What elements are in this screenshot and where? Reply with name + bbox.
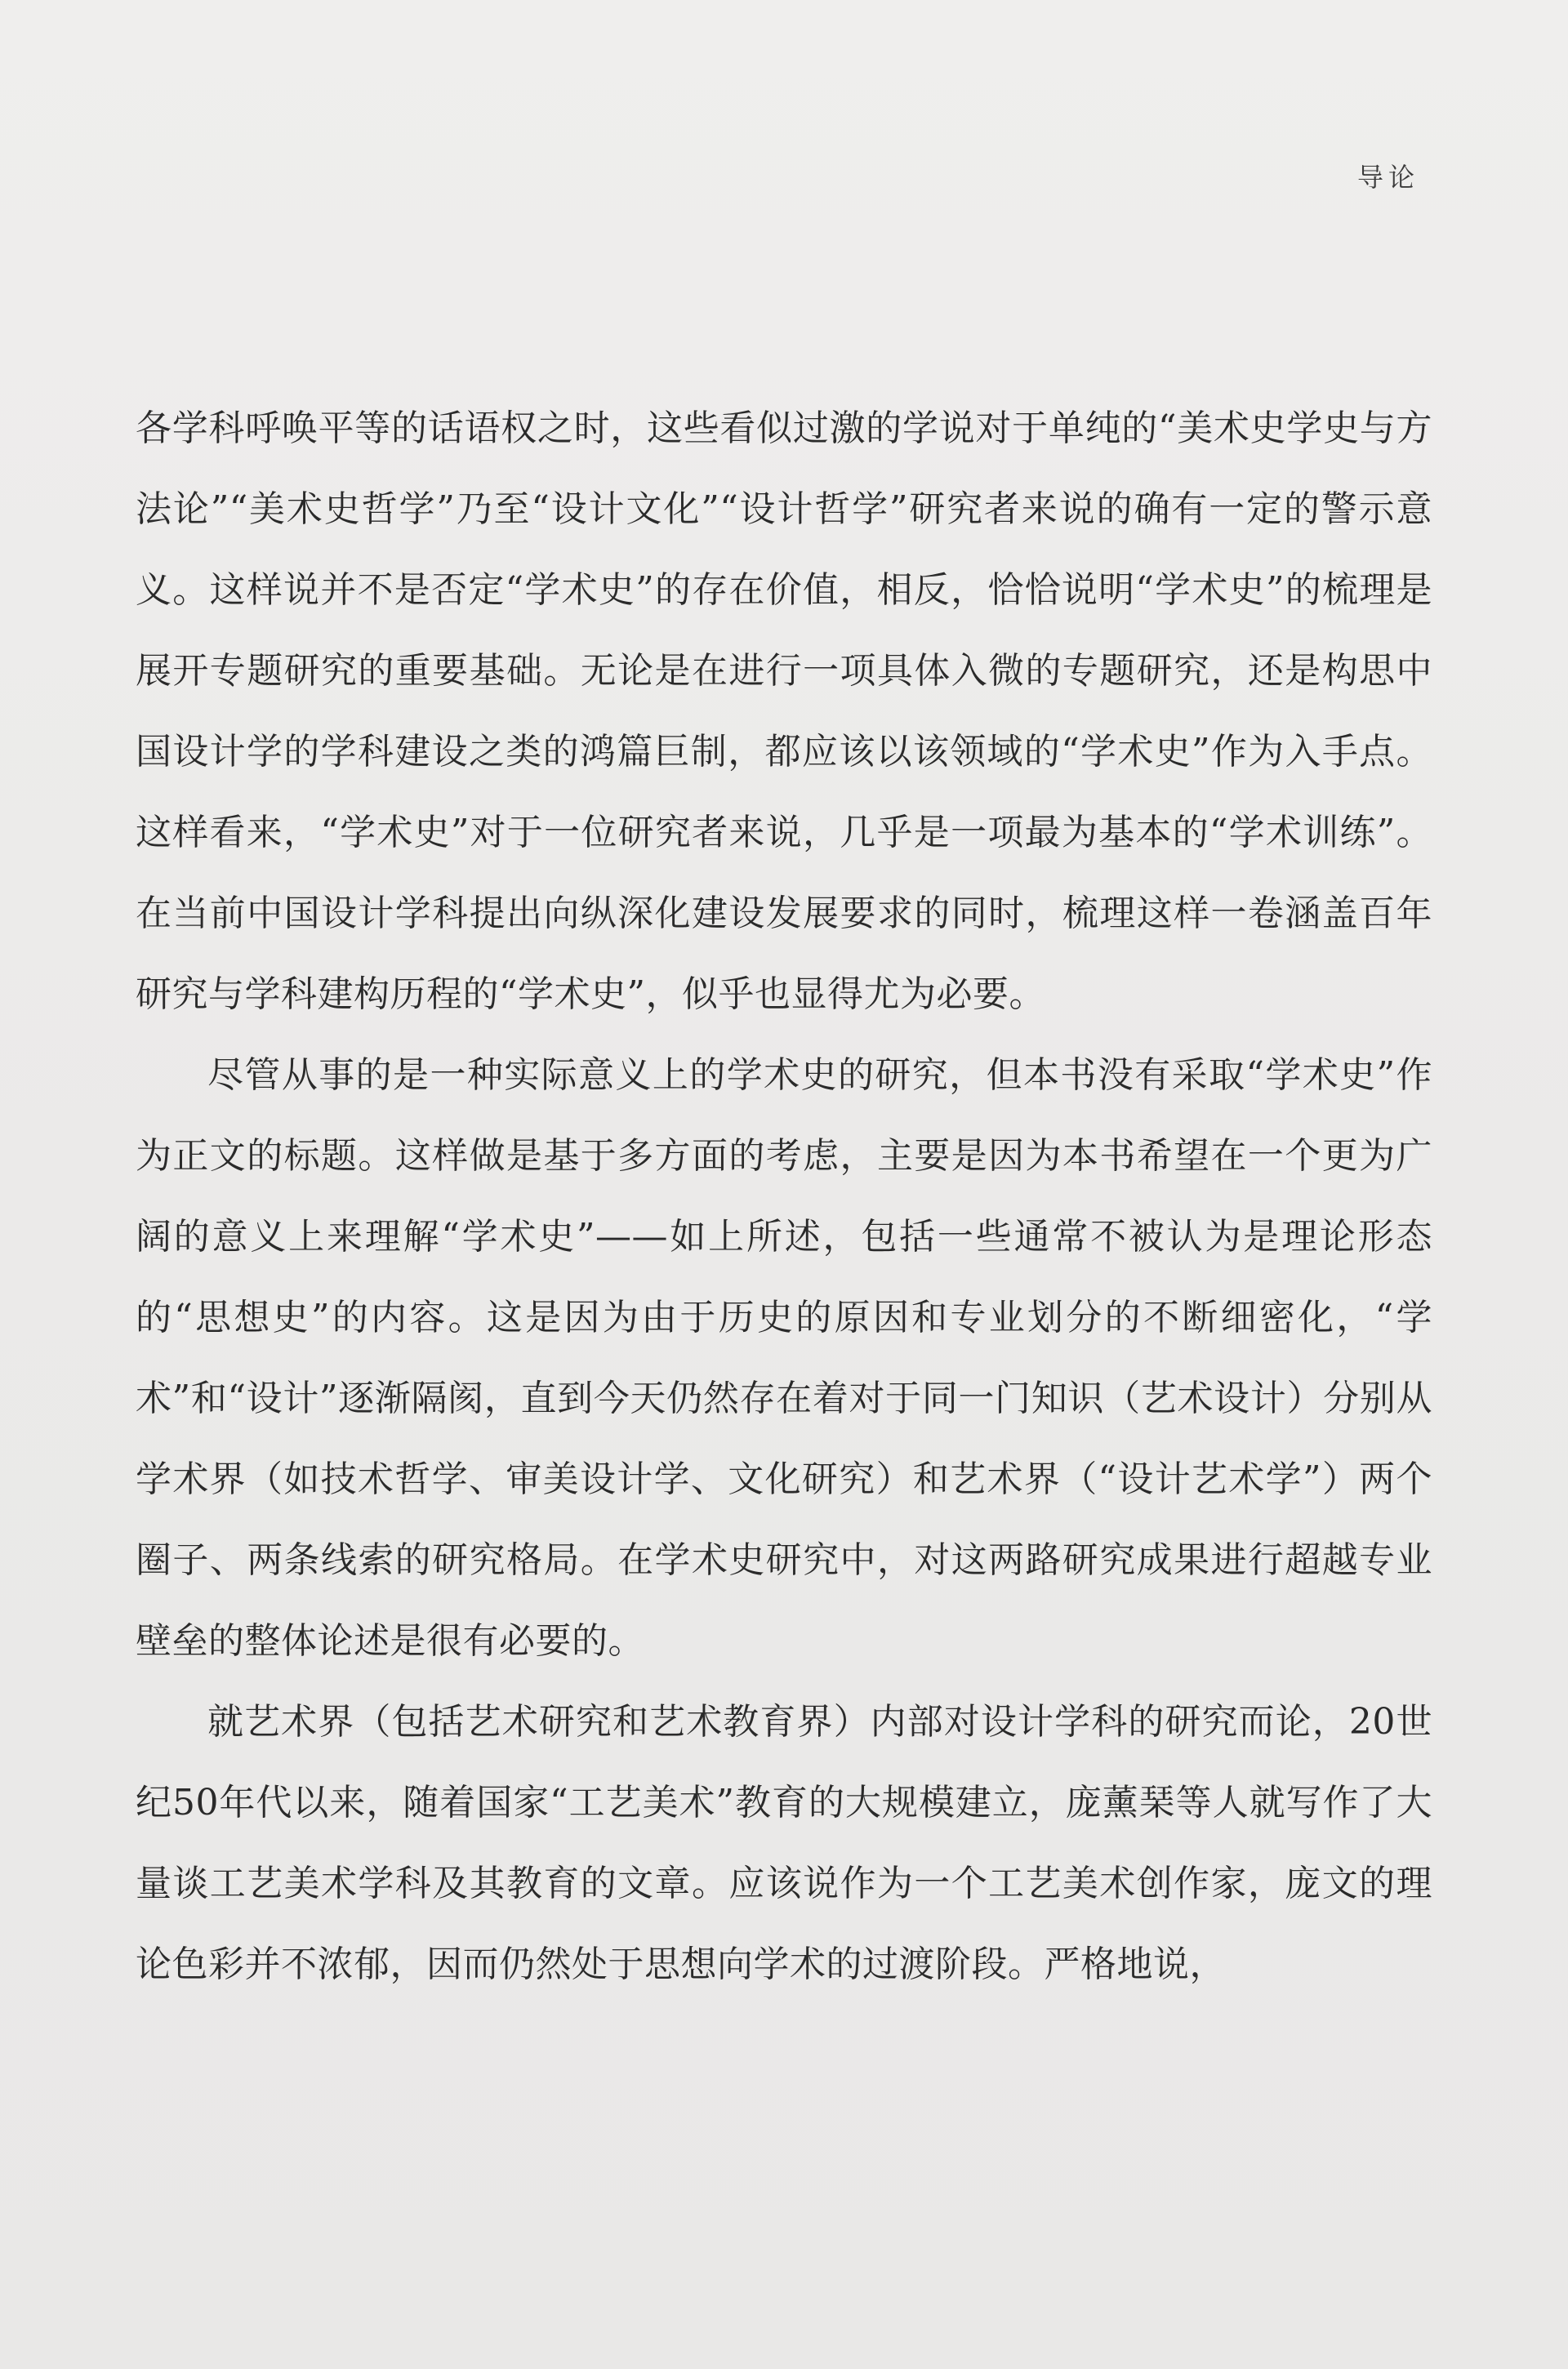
paragraph-art-field: 就艺术界（包括艺术研究和艺术教育界）内部对设计学科的研究而论，20世纪50年代以来，随着国家“工艺美术”教育的大规模建立，庞薰琹等人就写作了大量谈工艺美术学科及其教育的文章。应该说作为一个工艺美术创作家，庞文的理论色彩并不浓郁，因而仍然处于思想向学术的过渡阶段。严格地说， (136, 1701, 1432, 1985)
running-head: 导论 (1356, 162, 1419, 193)
paragraph-academic-history: 尽管从事的是一种实际意义上的学术史的研究，但本书没有采取“学术史”作为正文的标题。这样做是基于多方面的考虑，主要是因为本书希望在一个更为广阔的意义上来理解“学术史”——如上所述，包括一些通常不被认为是理论形态的“思想史”的内容。这是因为由于历史的原因和专业划分的不断细密化，“学术”和“设计”逐渐隔阂，直到今天仍然存在着对于同一门知识（艺术设计）分别从学术界（如技术哲学、审美设计学、文化研究）和艺术界（“设计艺术学”）两个圈子、两条线索的研究格局。在学术史研究中，对这两路研究成果进行超越专业壁垒的整体论述是很有必要的。 (136, 1054, 1432, 1662)
body-text (136, 388, 1432, 2005)
paragraph-continuation: 各学科呼唤平等的话语权之时，这些看似过激的学说对于单纯的“美术史学史与方法论”“美术史哲学”乃至“设计文化”“设计哲学”研究者来说的确有一定的警示意义。这样说并不是否定“学术史”的存在价值，相反，恰恰说明“学术史”的梳理是展开专题研究的重要基础。无论是在进行一项具体入微的专题研究，还是构思中国设计学的学科建设之类的鸿篇巨制，都应该以该领域的“学术史”作为入手点。这样看来，“学术史”对于一位研究者来说，几乎是一项最为基本的“学术训练”。在当前中国设计学科提出向纵深化建设发展要求的同时，梳理这样一卷涵盖百年研究与学科建构历程的“学术史”，似乎也显得尤为必要。 (136, 407, 1432, 1015)
